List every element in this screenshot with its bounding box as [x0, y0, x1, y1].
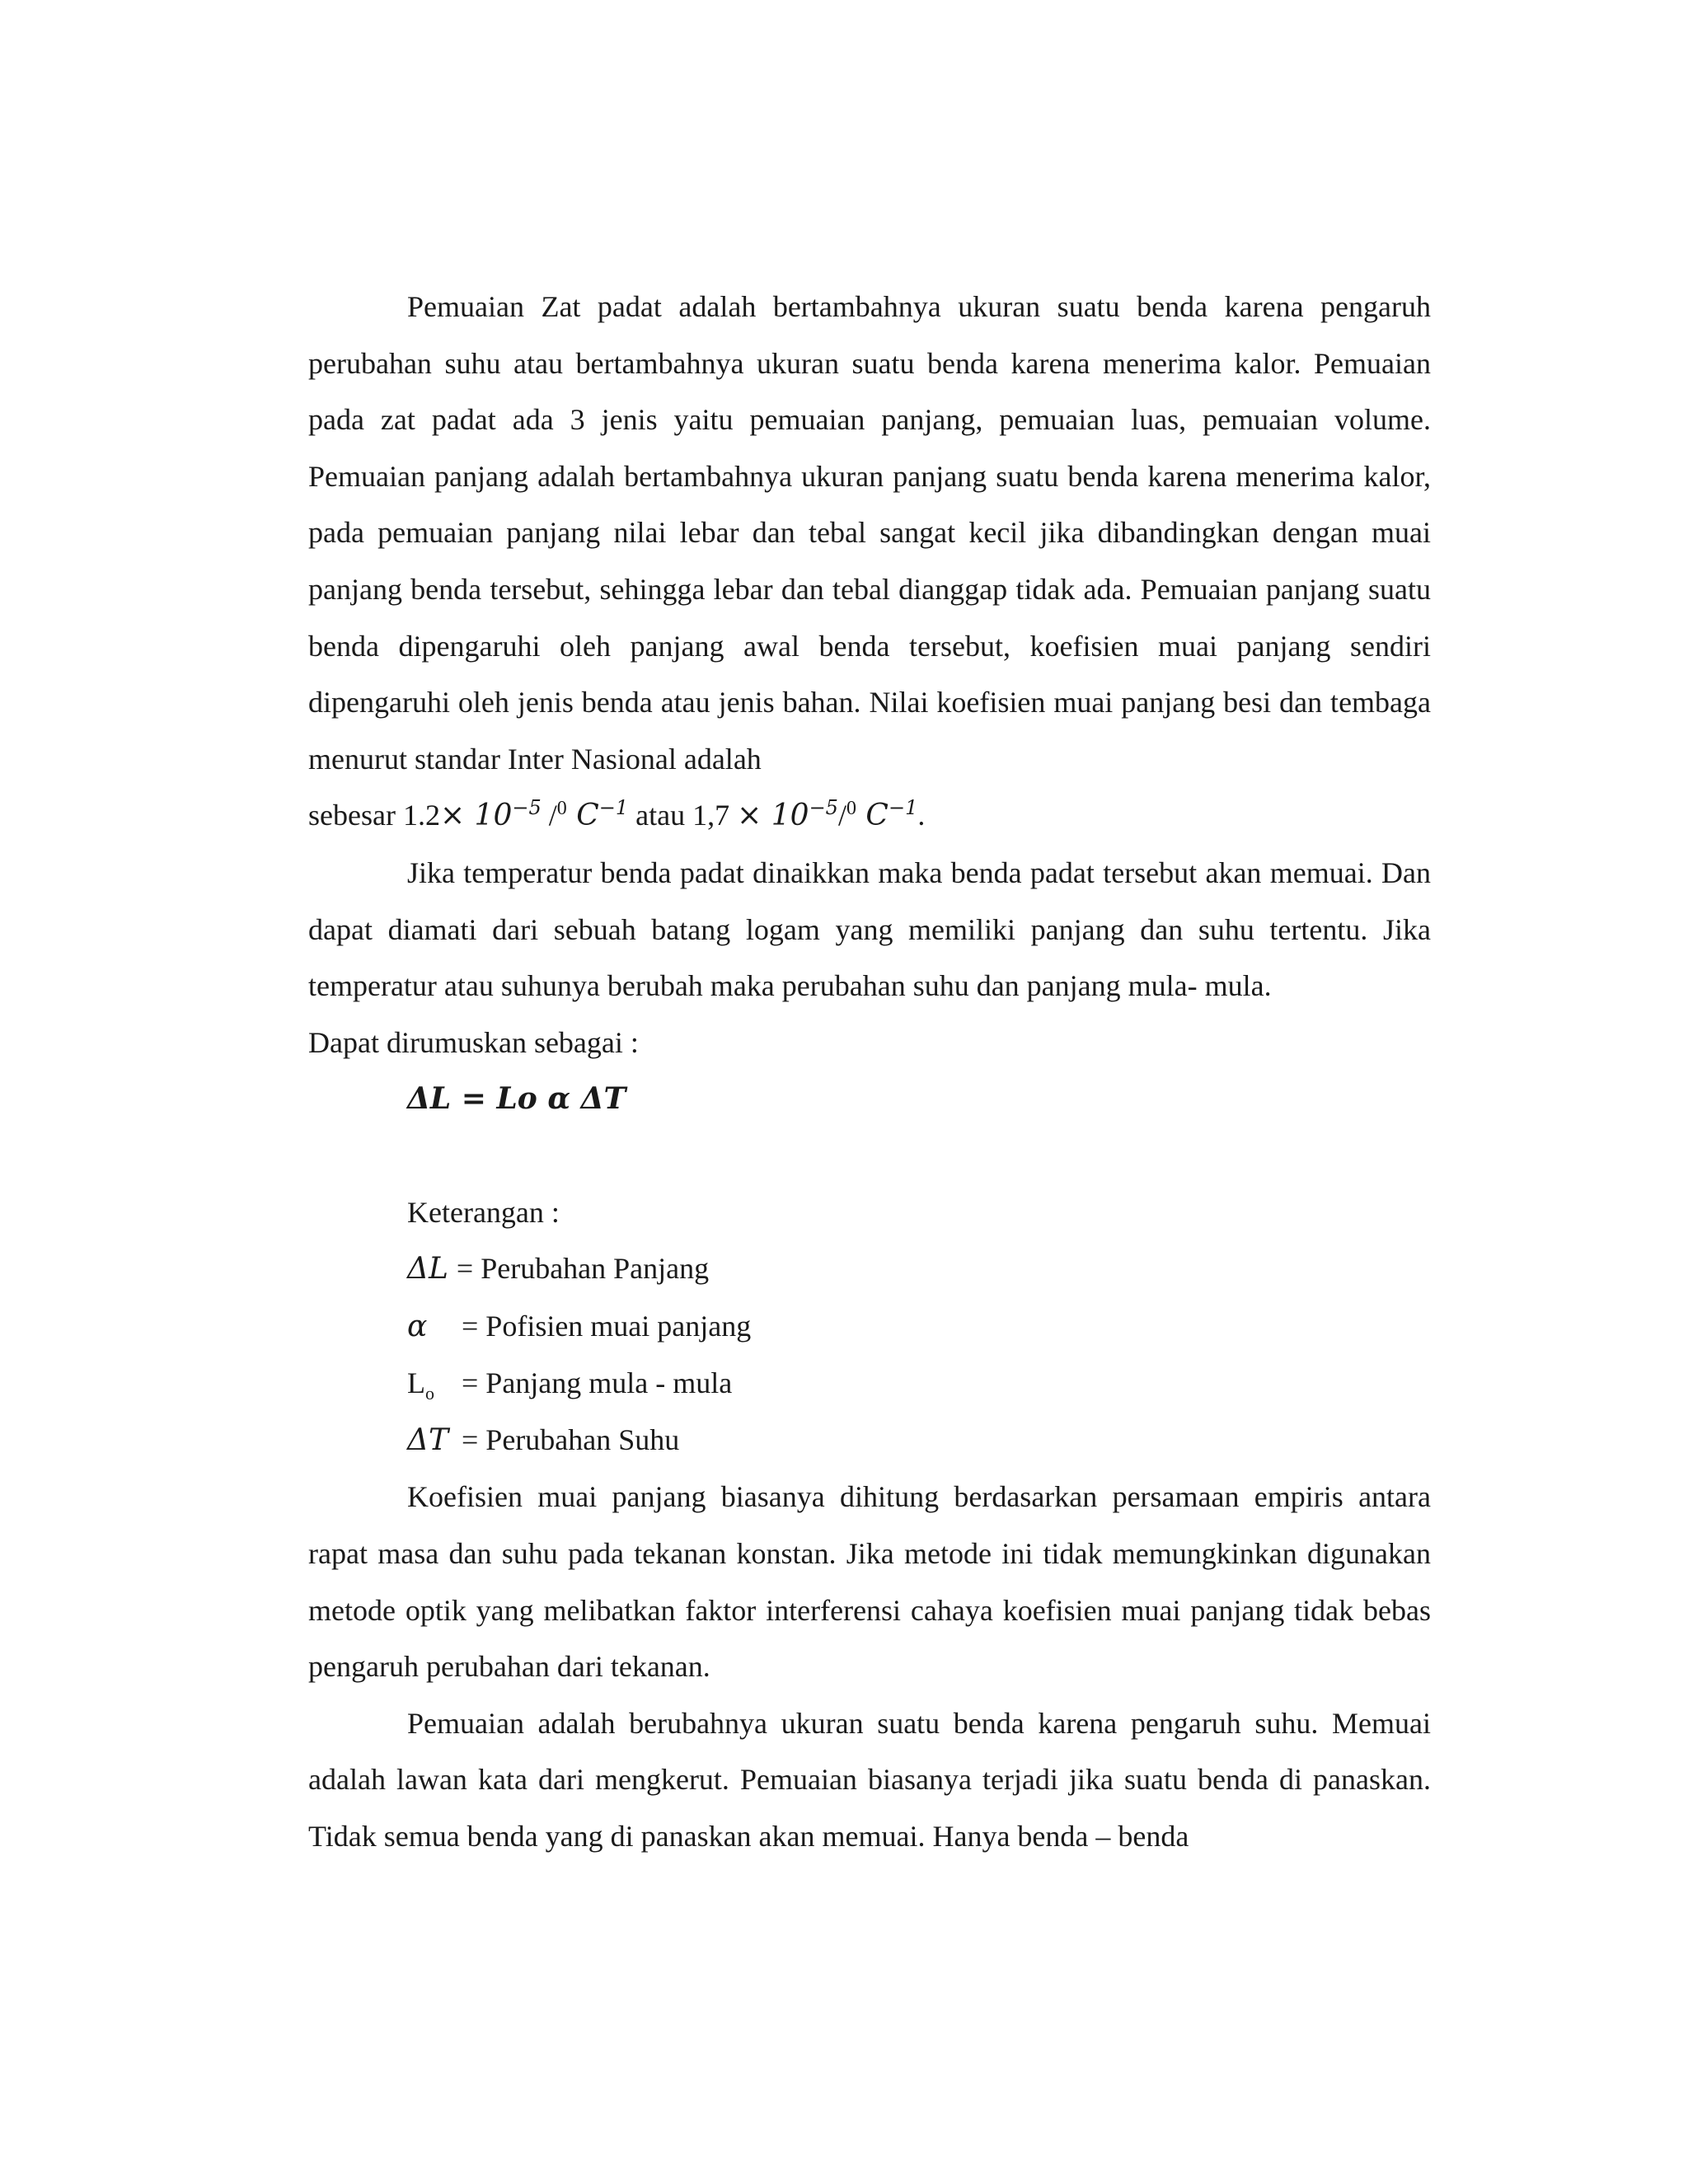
paragraph-dirumuskan: Dapat dirumuskan sebagai : — [308, 1025, 639, 1059]
paragraph-pemuaian-zat-padat: Pemuaian Zat padat adalah bertambahnya ukuran suatu benda karena pengaruh perubahan suhu atau bertambahnya ukuran suatu benda karena menerima kalor. Pemuaian pada zat padat ada 3 jenis yaitu pemuaian panjang, pemuaian luas, pemuaian volume. Pemuaian panjang adalah bertambahnya ukuran panjang suatu benda karena menerima kalor, pada pemuaian panjang nilai lebar dan tebal sangat kecil jika dibandingkan dengan muai panjang benda tersebut, sehingga lebar dan tebal dianggap tidak ada. Pemuaian panjang suatu benda dipengaruhi oleh panjang awal benda tersebut, koefisien muai panjang sendiri dipengaruhi oleh jenis benda atau jenis bahan. Nilai koefisien muai panjang besi dan tembaga menurut standar Inter Nasional adalah — [308, 290, 1431, 776]
definition-text: = Panjang mula - mula — [462, 1366, 733, 1400]
paragraph-temperatur: Jika temperatur benda padat dinaikkan maka benda padat tersebut akan memuai. Dan dapat diamati dari sebuah batang logam yang memiliki panjang dan suhu tertentu. Jika temperatur atau suhunya berubah maka perubahan suhu dan panjang mula- mula. — [308, 855, 1431, 1003]
definition-symbol: ΔT — [407, 1422, 449, 1457]
definition-delta-l — [308, 1240, 1431, 1298]
paragraph-coefficient-values: sebesar $1.2\times 10^{-5}$ /$^0$ $C^{-1}$ atau $1,7 \times 10^{-5}/^0$ $C^{-1}$. — [308, 796, 926, 833]
definition-symbol: ΔL — [407, 1252, 448, 1286]
definition-text: = Pofisien muai panjang — [462, 1309, 752, 1343]
spacer — [308, 1127, 1431, 1184]
definition-delta-t — [308, 1412, 1431, 1469]
definition-alpha — [308, 1298, 1431, 1356]
formula-linear-expansion — [308, 1071, 1431, 1127]
formula-text: ΔL = Lo α ΔT — [407, 1081, 626, 1117]
document-body — [308, 279, 1431, 1865]
keterangan-title: Keterangan : — [407, 1195, 560, 1229]
definition-symbol: $L_o$ — [407, 1366, 434, 1404]
definition-symbol: α — [407, 1309, 428, 1343]
definition-text: = Perubahan Suhu — [462, 1422, 680, 1456]
paragraph-pemuaian-berubahnya: Pemuaian adalah berubahnya ukuran suatu benda karena pengaruh suhu. Memuai adalah lawan kata dari mengkerut. Pemuaian biasanya terjadi jika suatu benda di panaskan. Tidak semua benda yang di panaskan akan memuai. Hanya benda – benda — [308, 1706, 1431, 1854]
definition-text: = Perubahan Panjang — [456, 1252, 710, 1286]
definition-lo — [308, 1355, 1431, 1412]
paragraph-koefisien: Koefisien muai panjang biasanya dihitung berdasarkan persamaan empiris antara rapat masa dan suhu pada tekanan konstan. Jika metode ini tidak memungkinkan digunakan metode optik yang melibatkan faktor interferensi cahaya koefisien muai panjang tidak bebas pengaruh perubahan dari tekanan. — [308, 1480, 1431, 1684]
